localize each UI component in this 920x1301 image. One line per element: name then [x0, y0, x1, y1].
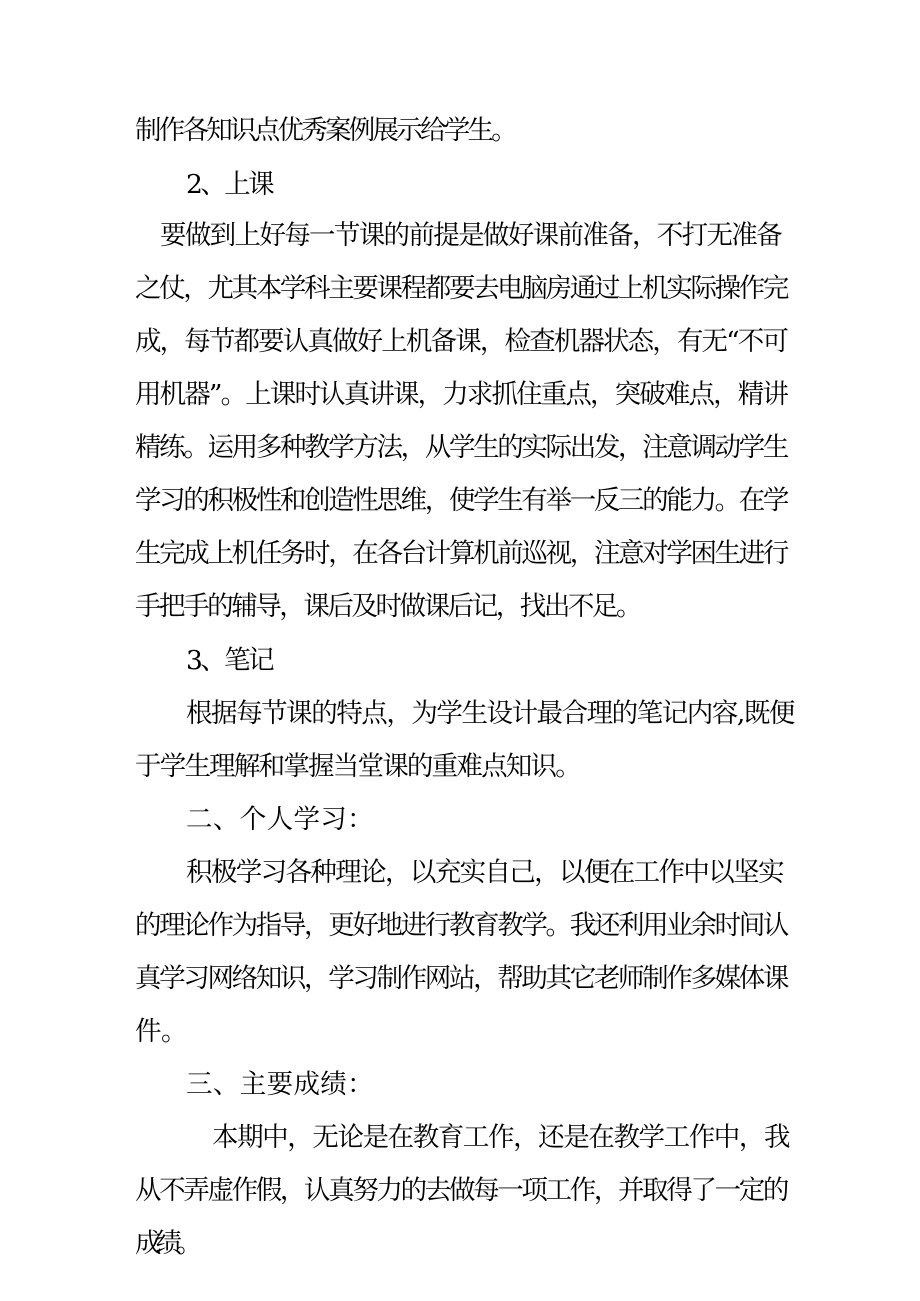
- text-line: 本期中，无论是在教育工作，还是在教学工作中，我: [212, 1122, 790, 1153]
- section-heading-personal-study: 二、个人学习：: [186, 804, 375, 835]
- text-line: 真学习网络知识，学习制作网站，帮助其它老师制作多媒体课: [135, 963, 788, 994]
- text-line: 精练。运用多种教学方法，从学生的实际出发，注意调动学生: [135, 432, 788, 463]
- section-heading-achievements: 三、主要成绩：: [186, 1069, 375, 1100]
- text-line: 手把手的辅导，课后及时做课后记，找出不足。: [135, 591, 641, 622]
- text-line: 从不弄虚作假，认真努力的去做每一项工作，并取得了一定的: [135, 1175, 788, 1206]
- section-heading-notes: 3、笔记: [186, 645, 273, 676]
- text-line: 的理论作为指导，更好地进行教育教学。我还利用业余时间认: [135, 910, 788, 941]
- text-line: 生完成上机任务时，在各台计算机前巡视，注意对学困生进行: [135, 538, 788, 569]
- text-line: 根据每节课的特点，为学生设计最合理的笔记内容,既便: [186, 698, 794, 729]
- text-line: 于学生理解和掌握当堂课的重难点知识。: [135, 751, 580, 782]
- text-line: 制作各知识点优秀案例展示给学生。: [135, 115, 515, 146]
- text-line: 成，每节都要认真做好上机备课，检查机器状态，有无“不可: [135, 326, 788, 357]
- text-line: 件。: [135, 1016, 187, 1047]
- section-heading-class: 2、上课: [186, 169, 273, 200]
- text-line: 之仗，尤其本学科主要课程都要去电脑房通过上机实际操作完: [135, 273, 788, 304]
- text-line: 成绩。: [135, 1228, 197, 1259]
- text-line: 要做到上好每一节课的前提是做好课前准备，不打无准备: [160, 220, 781, 251]
- text-line: 学习的积极性和创造性思维，使学生有举一反三的能力。在学: [135, 485, 788, 516]
- text-line: 用机器”。上课时认真讲课，力求抓住重点，突破难点，精讲: [135, 379, 788, 410]
- text-line: 积极学习各种理论，以充实自己，以便在工作中以坚实: [186, 857, 783, 888]
